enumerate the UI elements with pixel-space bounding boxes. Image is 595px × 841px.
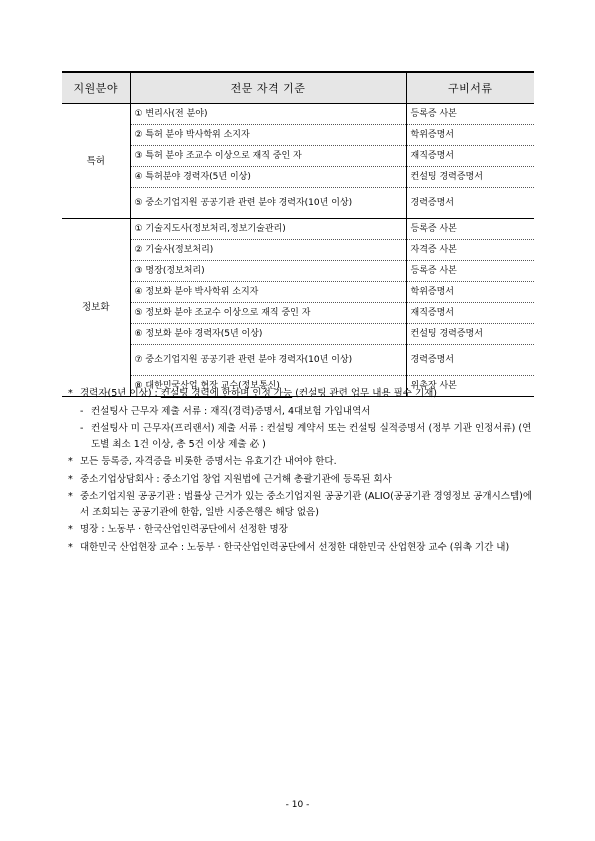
note-experience <box>68 386 538 402</box>
note-text: 컨설팅사 근무자 제출 서류 : 재직(경력)증명서, 4대보험 가입내역서 <box>91 405 371 417</box>
note-master <box>68 522 538 538</box>
note-text: 중소기업상담회사 : 중소기업 창업 지원법에 근거해 총괄기관에 등록된 회사 <box>80 473 392 485</box>
document-cell: 재직증명서 <box>406 146 534 167</box>
note-consulting-company <box>68 472 538 488</box>
table-row <box>62 324 534 345</box>
table-row <box>62 125 534 146</box>
note-sub-employee <box>68 404 538 420</box>
header-documents: 구비서류 <box>406 72 534 104</box>
document-cell: 학위증명서 <box>406 282 534 303</box>
document-cell: 위촉장 사본 <box>406 376 534 397</box>
criteria-cell: ⑥ 정보화 분야 경력자(5년 이상) <box>130 324 406 345</box>
document-cell: 학위증명서 <box>406 125 534 146</box>
dash-mark: - <box>80 405 84 417</box>
note-text: 대한민국 산업현장 교수 : 노동부 · 한국산업인력공단에서 선정한 대한민국 산업현장 교수 (위촉 기간 내) <box>80 541 510 553</box>
document-cell: 등록증 사본 <box>406 104 534 125</box>
document-cell: 재직증명서 <box>406 303 534 324</box>
header-criteria: 전문 자격 기준 <box>130 72 406 104</box>
criteria-cell: ④ 정보화 분야 박사학위 소지자 <box>130 282 406 303</box>
table-row <box>62 345 534 376</box>
note-text: 경력자(5년 이상) : <box>80 388 161 399</box>
table-row <box>62 303 534 324</box>
criteria-cell: ③ 특허 분야 조교수 이상으로 재직 중인 자 <box>130 146 406 167</box>
criteria-cell: ② 기술사(정보처리) <box>130 240 406 261</box>
underlined-text: 컨설팅 경력에 한하며 인정 가능 <box>160 388 293 399</box>
criteria-cell: ① 변리사(전 분야) <box>130 104 406 125</box>
qualification-table <box>62 71 534 397</box>
table-header-row <box>62 72 534 104</box>
note-text: (컨설팅 관련 업무 내용 필수 기재) <box>292 388 438 399</box>
header-field: 지원분야 <box>62 72 130 104</box>
bullet-mark: * <box>68 524 73 535</box>
field-cell-patent: 특허 <box>62 104 130 219</box>
document-cell: 등록증 사본 <box>406 261 534 282</box>
bullet-mark: * <box>68 473 73 485</box>
criteria-cell: ⑤ 정보화 분야 조교수 이상으로 재직 중인 자 <box>130 303 406 324</box>
note-text: 명장 : 노동부 · 한국산업인력공단에서 선정한 명장 <box>80 524 288 535</box>
bullet-mark: * <box>68 388 73 399</box>
table-row <box>62 282 534 303</box>
document-cell: 경력증명서 <box>406 345 534 376</box>
note-field-professor <box>68 540 538 556</box>
criteria-cell: ⑤ 중소기업지원 공공기관 관련 분야 경력자(10년 이상) <box>130 188 406 219</box>
page-number: - 10 - <box>285 800 310 810</box>
note-text: 중소기업지원 공공기관 : 법률상 근거가 있는 중소기업지원 공공기관 (ALIO(공공기관 경영정보 공개시스템)에서 조회되는 공공기관에 한함, 일반 시중은행은 해당 없음) <box>80 491 533 518</box>
notes-section <box>68 386 538 557</box>
note-sub-freelancer <box>68 421 538 452</box>
criteria-cell: ① 기술지도사(정보처리,정보기술관리) <box>130 219 406 240</box>
note-public-institution <box>68 489 538 520</box>
table-row <box>62 146 534 167</box>
field-cell-informatization: 정보화 <box>62 219 130 397</box>
table-row <box>62 261 534 282</box>
note-text: 컨설팅사 미 근무자(프리랜서) 제출 서류 : 컨설팅 계약서 또는 컨설팅 실적증명서 (정부 기관 인정서류) (연도별 최소 1건 이상, 총 5건 이상 제출 必 ) <box>91 423 532 450</box>
bullet-mark: * <box>68 491 73 502</box>
dash-mark: - <box>80 423 84 434</box>
criteria-cell: ② 특허 분야 박사학위 소지자 <box>130 125 406 146</box>
document-cell: 경력증명서 <box>406 188 534 219</box>
criteria-cell: ③ 명장(정보처리) <box>130 261 406 282</box>
document-cell: 등록증 사본 <box>406 219 534 240</box>
table-row <box>62 240 534 261</box>
criteria-cell: ④ 특허분야 경력자(5년 이상) <box>130 167 406 188</box>
table-row <box>62 104 534 125</box>
note-validity <box>68 454 538 470</box>
bullet-mark: * <box>68 456 73 467</box>
criteria-cell: ⑧ 대한민국산업 현장 교수(정보통신) <box>130 376 406 397</box>
document-cell: 자격증 사본 <box>406 240 534 261</box>
note-text: 모든 등록증, 자격증을 비롯한 증명서는 유효기간 내여야 한다. <box>80 456 337 467</box>
table-row <box>62 219 534 240</box>
table-row <box>62 167 534 188</box>
document-cell: 컨설팅 경력증명서 <box>406 167 534 188</box>
criteria-cell: ⑦ 중소기업지원 공공기관 관련 분야 경력자(10년 이상) <box>130 345 406 376</box>
bullet-mark: * <box>68 541 73 553</box>
document-cell: 컨설팅 경력증명서 <box>406 324 534 345</box>
table-row <box>62 188 534 219</box>
